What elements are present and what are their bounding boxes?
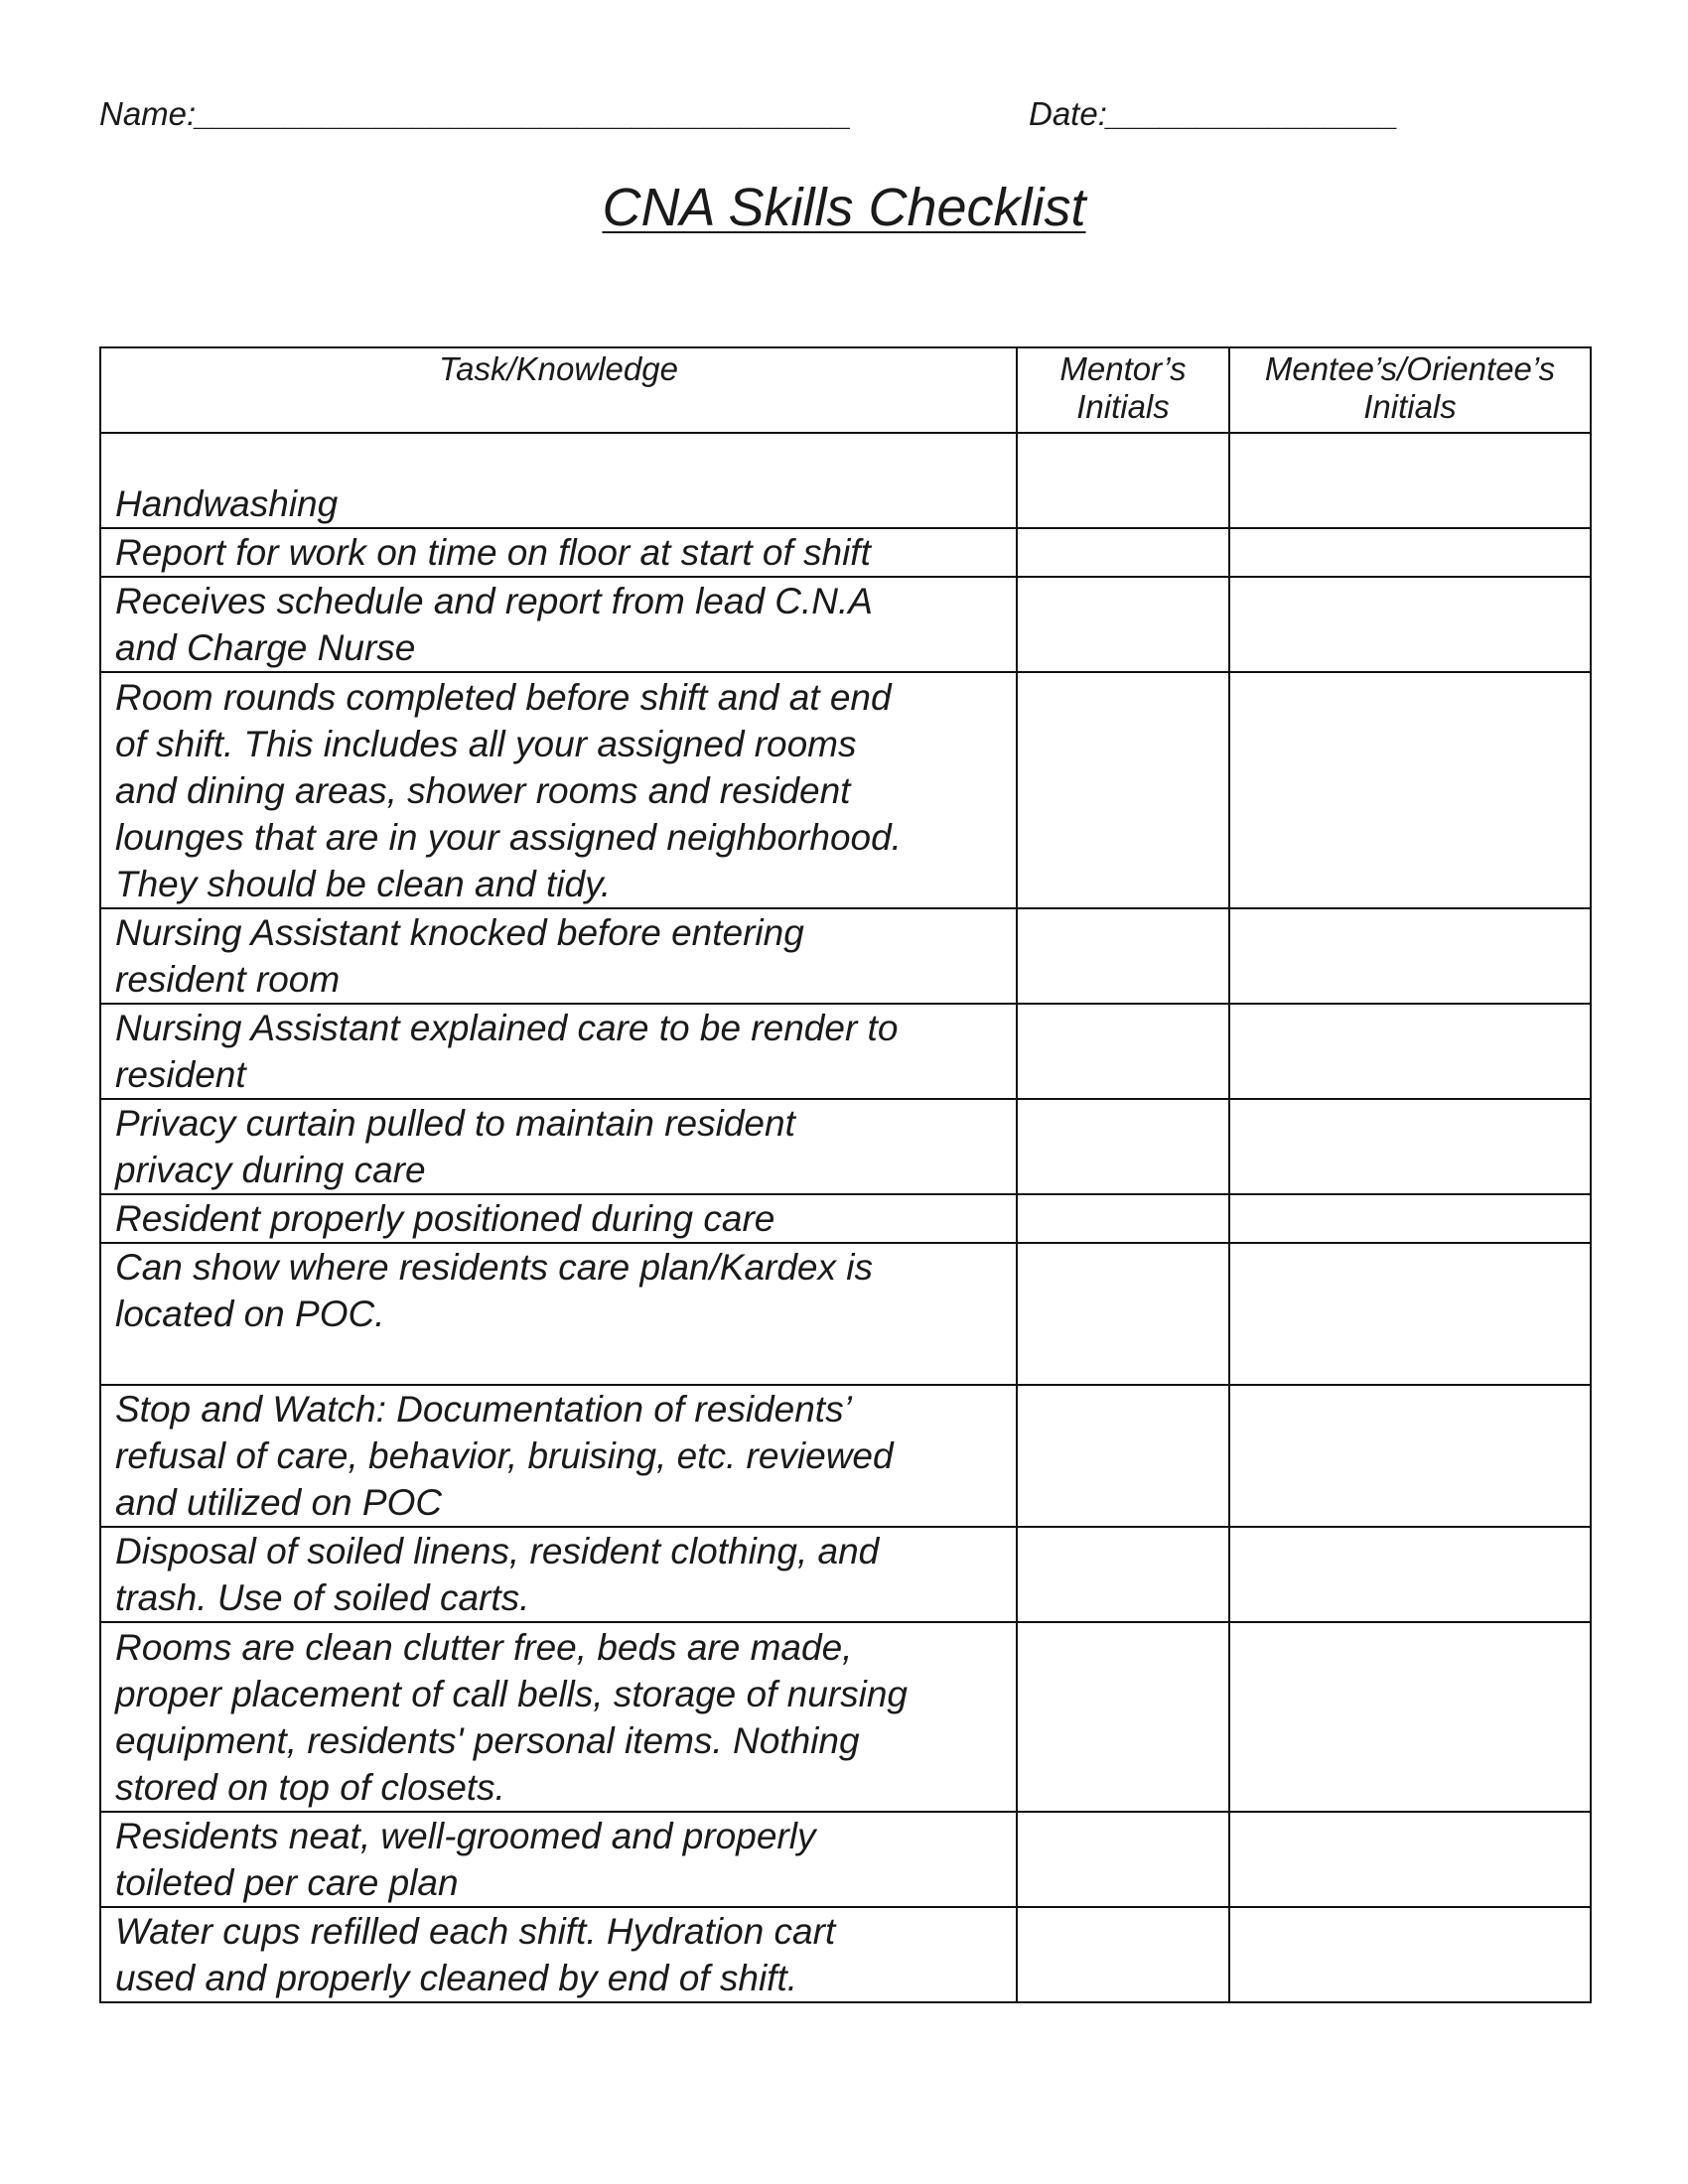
mentee-initials-cell[interactable]	[1229, 1812, 1591, 1907]
mentor-initials-cell[interactable]	[1017, 528, 1229, 577]
mentor-initials-cell[interactable]	[1017, 1907, 1229, 2002]
page-title: CNA Skills Checklist	[602, 178, 1086, 237]
task-cell	[100, 577, 1017, 672]
table-row	[100, 1004, 1591, 1099]
mentor-initials-cell[interactable]	[1017, 1385, 1229, 1527]
table-row	[100, 1907, 1591, 2002]
task-lead-text: Stop and Watch:	[115, 1389, 386, 1430]
task-cell	[100, 672, 1017, 908]
mentee-initials-cell[interactable]	[1229, 577, 1591, 672]
task-cell	[100, 528, 1017, 577]
mentee-initials-cell[interactable]	[1229, 1243, 1591, 1385]
task-text: Receives schedule and report from lead C.N.A and Charge Nurse	[115, 581, 873, 668]
mentee-initials-cell[interactable]	[1229, 1099, 1591, 1194]
date-label: Date:	[1029, 95, 1107, 132]
name-blank-line[interactable]: ____________________________________	[196, 95, 852, 132]
table-row	[100, 577, 1591, 672]
task-text: Nursing Assistant explained care to be render to resident	[115, 1008, 899, 1095]
task-text: Resident properly positioned during care	[115, 1198, 775, 1239]
table-row	[100, 1243, 1591, 1385]
mentee-initials-cell[interactable]	[1229, 908, 1591, 1004]
table-row	[100, 1099, 1591, 1194]
task-cell	[100, 1907, 1017, 2002]
task-cell	[100, 1812, 1017, 1907]
table-row	[100, 1812, 1591, 1907]
task-text: Report for work on time on floor at start of shift	[115, 532, 871, 573]
mentor-initials-cell[interactable]	[1017, 433, 1229, 528]
table-row	[100, 1385, 1591, 1527]
mentor-initials-cell[interactable]	[1017, 1004, 1229, 1099]
task-cell	[100, 1099, 1017, 1194]
task-cell	[100, 1194, 1017, 1243]
mentor-initials-cell[interactable]	[1017, 1243, 1229, 1385]
mentee-initials-cell[interactable]	[1229, 1385, 1591, 1527]
task-text: Disposal of soiled linens, resident clothing, and trash. Use of soiled carts.	[115, 1531, 880, 1618]
task-cell	[100, 1243, 1017, 1385]
task-text: Handwashing	[115, 483, 339, 524]
column-header-mentee-initials: Mentee’s/Orientee’s Initials	[1229, 347, 1591, 433]
task-text: Room rounds completed before shift and at end of shift. This includes all your assigned rooms and dining areas, shower rooms and resident lounges that are in your assigned neighborhood. They should be clean and tidy.	[115, 677, 902, 904]
mentor-initials-cell[interactable]	[1017, 1622, 1229, 1812]
name-field[interactable]	[99, 95, 852, 133]
column-header-mentor-initials: Mentor’s Initials	[1017, 347, 1229, 433]
task-text: Water cups refilled each shift. Hydration cart used and properly cleaned by end of shift.	[115, 1911, 836, 1998]
mentee-initials-cell[interactable]	[1229, 1907, 1591, 2002]
table-row	[100, 1622, 1591, 1812]
mentee-initials-cell[interactable]	[1229, 1004, 1591, 1099]
column-header-task: Task/Knowledge	[100, 347, 1017, 433]
task-cell	[100, 433, 1017, 528]
date-blank-line[interactable]: ________________	[1106, 95, 1399, 132]
mentee-initials-cell[interactable]	[1229, 528, 1591, 577]
task-text: Nursing Assistant knocked before entering resident room	[115, 912, 804, 1000]
task-cell	[100, 1385, 1017, 1527]
table-header-row	[100, 347, 1591, 433]
mentor-initials-cell[interactable]	[1017, 672, 1229, 908]
task-text: Privacy curtain pulled to maintain resident privacy during care	[115, 1103, 795, 1190]
mentor-initials-cell[interactable]	[1017, 1812, 1229, 1907]
mentor-initials-cell[interactable]	[1017, 1527, 1229, 1622]
table-row	[100, 433, 1591, 528]
table-row	[100, 528, 1591, 577]
mentor-initials-cell[interactable]	[1017, 1194, 1229, 1243]
name-label: Name:	[99, 95, 197, 132]
mentee-initials-cell[interactable]	[1229, 672, 1591, 908]
mentee-initials-cell[interactable]	[1229, 433, 1591, 528]
table-row	[100, 1527, 1591, 1622]
skills-checklist-table	[99, 346, 1592, 2003]
task-cell	[100, 1622, 1017, 1812]
mentor-initials-cell[interactable]	[1017, 908, 1229, 1004]
mentee-initials-cell[interactable]	[1229, 1194, 1591, 1243]
task-cell	[100, 908, 1017, 1004]
task-cell	[100, 1004, 1017, 1099]
mentor-initials-cell[interactable]	[1017, 577, 1229, 672]
task-text: Can show where residents care plan/Kardex is located on POC.	[115, 1247, 873, 1334]
table-row	[100, 908, 1591, 1004]
mentee-initials-cell[interactable]	[1229, 1622, 1591, 1812]
task-text: Documentation of residents’ refusal of care, behavior, bruising, etc. reviewed and utilized on POC	[115, 1389, 894, 1523]
mentor-initials-cell[interactable]	[1017, 1099, 1229, 1194]
mentee-initials-cell[interactable]	[1229, 1527, 1591, 1622]
task-text: Residents neat, well-groomed and properly toileted per care plan	[115, 1816, 816, 1903]
table-row	[100, 1194, 1591, 1243]
task-text: Rooms are clean clutter free, beds are made, proper placement of call bells, storage of nursing equipment, residents' personal items. Nothing stored on top of closets.	[115, 1627, 908, 1808]
task-cell	[100, 1527, 1017, 1622]
table-row	[100, 672, 1591, 908]
date-field[interactable]	[1029, 95, 1399, 133]
